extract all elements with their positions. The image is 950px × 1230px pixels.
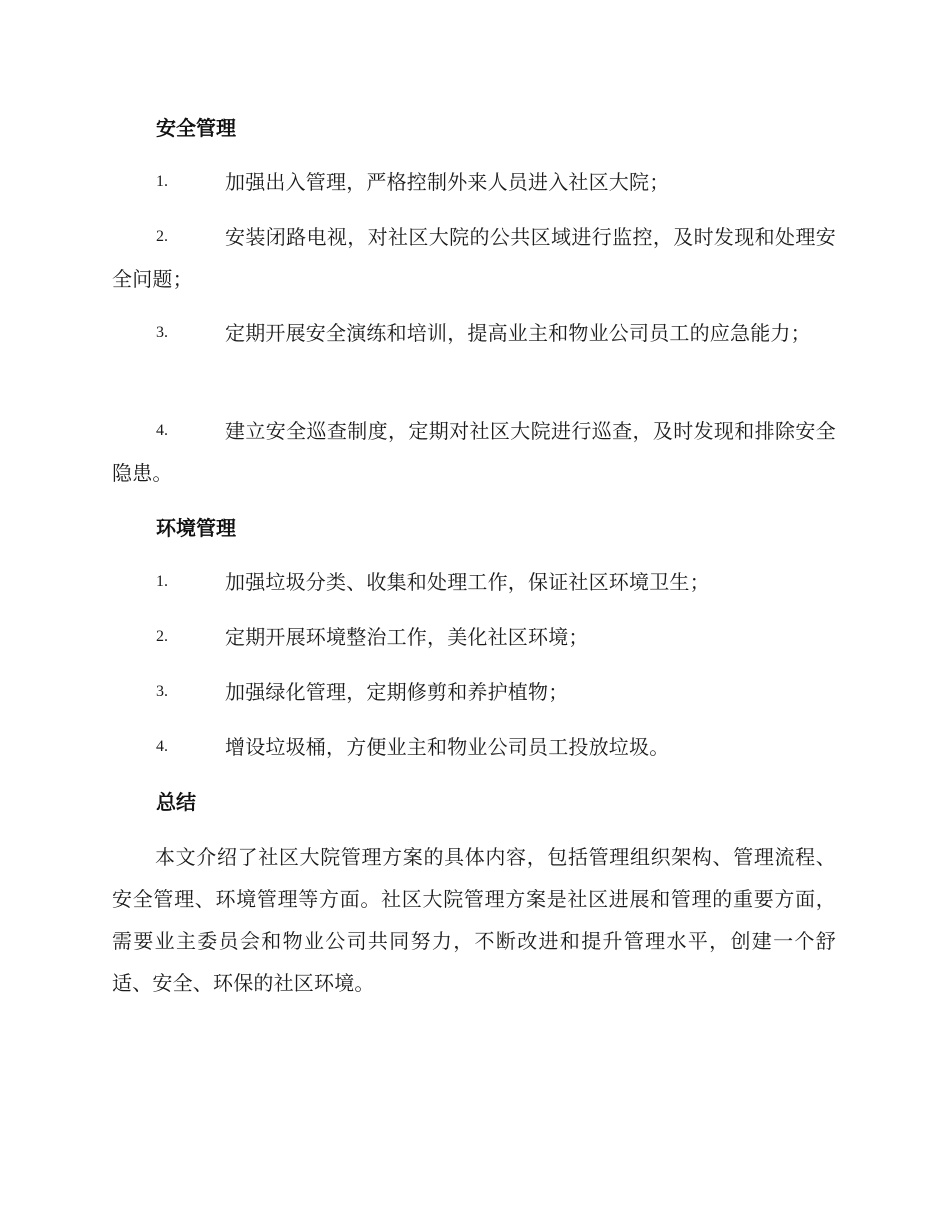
list-item — [112, 561, 836, 603]
list-item-number: 2. — [156, 628, 168, 645]
section-heading-summary: 总结 — [156, 790, 196, 814]
list-item — [112, 726, 836, 768]
list-item-number: 3. — [156, 324, 168, 341]
summary-paragraph: 本文介绍了社区大院管理方案的具体内容，包括管理组织架构、管理流程、安全管理、环境管理等方面。社区大院管理方案是社区进展和管理的重要方面，需要业主委员会和物业公司共同努力，不断改进和提升管理水平，创建一个舒适、安全、环保的社区环境。 — [112, 845, 836, 995]
list-item-number: 4. — [156, 422, 168, 439]
section-heading-safety: 安全管理 — [156, 116, 236, 140]
list-item-text: 定期开展安全演练和培训，提高业主和物业公司员工的应急能力； — [225, 321, 811, 345]
list-item-text: 加强垃圾分类、收集和处理工作，保证社区环境卫生； — [225, 570, 710, 594]
list-item — [112, 410, 836, 494]
list-item-text: 定期开展环境整治工作，美化社区环境； — [225, 625, 589, 649]
list-item-text: 安装闭路电视，对社区大院的公共区域进行监控，及时发现和处理安全问题； — [112, 225, 836, 291]
list-item-text: 加强出入管理，严格控制外来人员进入社区大院； — [225, 170, 670, 194]
list-item-text: 加强绿化管理，定期修剪和养护植物； — [225, 680, 569, 704]
list-item-number: 1. — [156, 573, 168, 590]
list-item — [112, 616, 836, 658]
list-item — [112, 312, 836, 354]
list-item — [112, 671, 836, 713]
list-item-number: 3. — [156, 683, 168, 700]
list-item — [112, 216, 836, 300]
list-item-number: 2. — [156, 228, 168, 245]
list-item-text: 建立安全巡查制度，定期对社区大院进行巡查，及时发现和排除安全隐患。 — [112, 419, 836, 485]
list-item-number: 1. — [156, 173, 168, 190]
section-heading-environment: 环境管理 — [156, 516, 236, 540]
list-item-text: 增设垃圾桶，方便业主和物业公司员工投放垃圾。 — [225, 735, 670, 759]
list-item-number: 4. — [156, 738, 168, 755]
list-item — [112, 161, 836, 203]
